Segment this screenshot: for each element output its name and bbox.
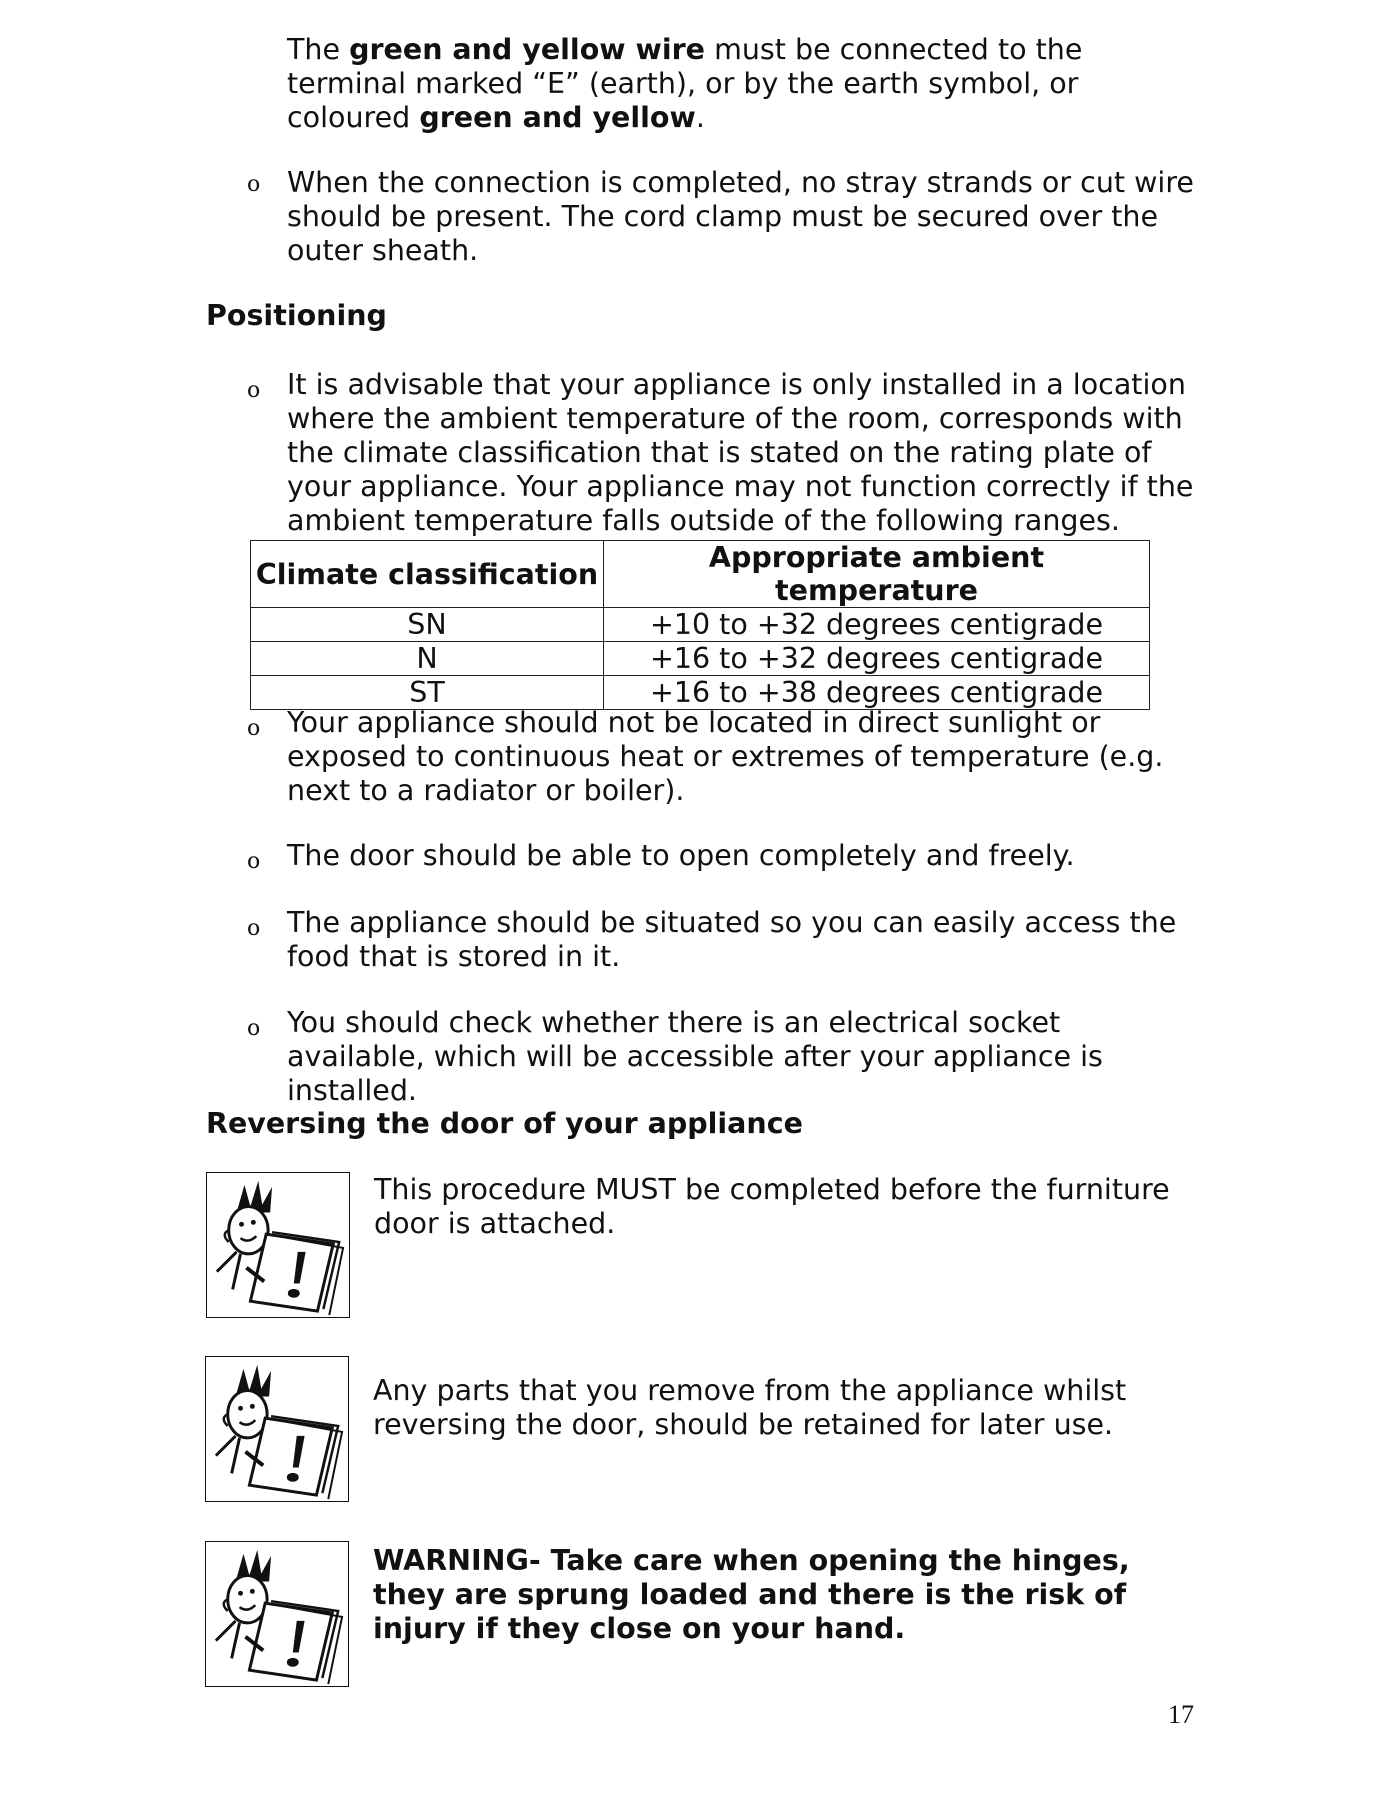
warning-person-icon bbox=[205, 1541, 349, 1687]
bullet-marker: o bbox=[247, 916, 261, 941]
reversing-door-heading: Reversing the door of your appliance bbox=[206, 1107, 803, 1140]
access-food-bullet-text: The appliance should be situated so you can easily access the food that is stored in it. bbox=[287, 906, 1177, 973]
table-cell-class: SN bbox=[251, 608, 604, 642]
table-row bbox=[251, 608, 1150, 642]
warning-hinges-text: WARNING- Take care when opening the hinges, they are sprung loaded and there is the risk of injury if they close on your hand. bbox=[373, 1544, 1130, 1645]
bullet-marker: o bbox=[247, 716, 261, 741]
note-retain-parts: Any parts that you remove from the appliance whilst reversing the door, should be retained for later use. bbox=[373, 1374, 1127, 1441]
table-header-row bbox=[251, 541, 1150, 608]
intro-bold-green-yellow: green and yellow bbox=[419, 101, 696, 134]
table-row bbox=[251, 642, 1150, 676]
intro-text-1: The bbox=[287, 33, 350, 66]
table-cell-class: ST bbox=[251, 676, 604, 710]
positioning-heading: Positioning bbox=[206, 299, 387, 332]
warning-person-icon bbox=[205, 1356, 349, 1502]
intro-bold-green-yellow-wire: green and yellow wire bbox=[349, 33, 706, 66]
climate-classification-table bbox=[250, 540, 1150, 710]
positioning-intro-text: It is advisable that your appliance is only installed in a location where the ambient temperature of the room, corresponds with the climate classification that is stated on the rating plate of your appliance. Your appliance may not function correctly if the ambient temperature falls outside of the following ranges. bbox=[287, 368, 1194, 537]
intro-text-3: . bbox=[695, 101, 705, 134]
bullet-marker: o bbox=[247, 849, 261, 874]
door-open-bullet-text: The door should be able to open completely and freely. bbox=[287, 839, 1075, 872]
bullet-marker: o bbox=[247, 172, 261, 197]
table-cell-class: N bbox=[251, 642, 604, 676]
table-header-climate: Climate classification bbox=[251, 541, 604, 608]
page-number: 17 bbox=[1168, 1700, 1194, 1729]
earth-wire-paragraph bbox=[287, 33, 1202, 135]
table-cell-temperature: +16 to +32 degrees centigrade bbox=[604, 642, 1150, 676]
note-complete-before-door: This procedure MUST be completed before the furniture door is attached. bbox=[374, 1173, 1170, 1240]
connection-bullet-text: When the connection is completed, no stray strands or cut wire should be present. The cord clamp must be secured over the outer sheath. bbox=[287, 166, 1194, 267]
warning-person-icon bbox=[206, 1172, 350, 1318]
sunlight-bullet-text: Your appliance should not be located in direct sunlight or exposed to continuous heat or extremes of temperature (e.g. next to a radiator or boiler). bbox=[287, 706, 1164, 807]
table-cell-temperature: +16 to +38 degrees centigrade bbox=[604, 676, 1150, 710]
bullet-marker: o bbox=[247, 378, 261, 403]
table-header-temperature: Appropriate ambient temperature bbox=[604, 541, 1150, 608]
table-cell-temperature: +10 to +32 degrees centigrade bbox=[604, 608, 1150, 642]
socket-bullet-text: You should check whether there is an electrical socket available, which will be accessible after your appliance is installed. bbox=[287, 1006, 1103, 1107]
intro-text-2: must be connected to the terminal marked “E” (earth), or by the earth symbol, or coloured bbox=[287, 33, 1083, 134]
bullet-marker: o bbox=[247, 1016, 261, 1041]
table-row bbox=[251, 676, 1150, 710]
